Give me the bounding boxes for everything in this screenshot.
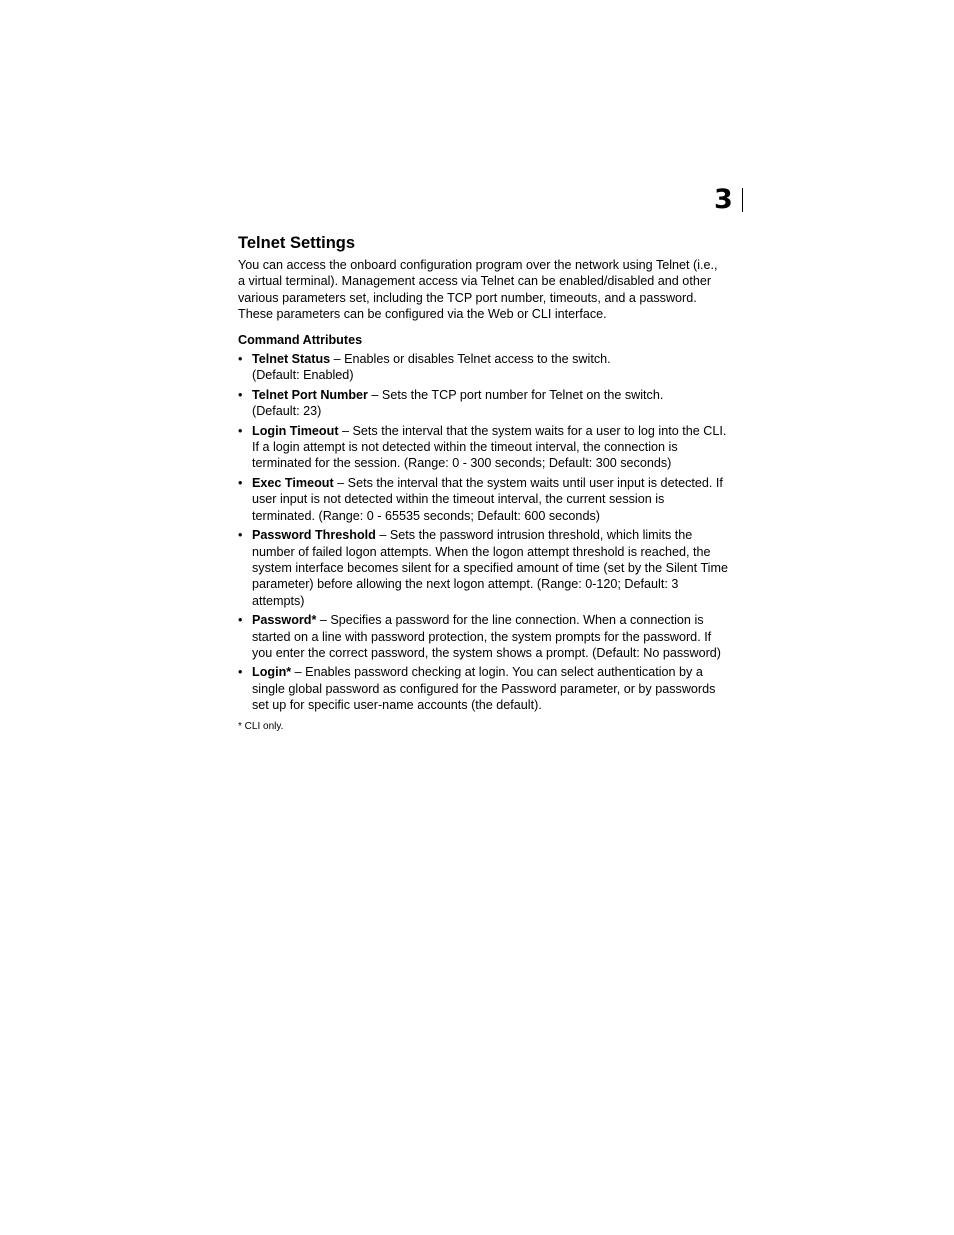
attribute-item-exec-timeout <box>238 475 728 524</box>
attribute-item-login-timeout <box>238 423 728 472</box>
bullet: • <box>238 528 243 543</box>
command-attributes-heading: Command Attributes <box>238 332 363 347</box>
attribute-term: Telnet Status <box>252 352 331 367</box>
bullet: • <box>238 352 243 367</box>
attribute-term: Login Timeout <box>252 423 339 438</box>
attribute-term: Telnet Port Number <box>252 387 368 402</box>
footnote: * CLI only. <box>238 720 284 732</box>
attribute-description: – Sets the interval that the system waits until user input is detected. If user input is not detected within the timeout interval, the current session is terminated. (Range: 0 - 65535 seconds; Default: 600 seconds) <box>252 475 723 523</box>
attribute-item-telnet-port-number <box>238 387 728 420</box>
bullet: • <box>238 613 243 628</box>
attribute-description: – Enables or disables Telnet access to the switch. <box>330 352 611 367</box>
section-intro: You can access the onboard configuration program over the network using Telnet (i.e., a virtual terminal). Management access via Telnet can be enabled/disabled and other various parameters set, including the TCP port number, timeouts, and a password. These parameters can be configured via the Web or CLI interface. <box>238 258 718 322</box>
section-title: Telnet Settings <box>238 234 356 252</box>
chapter-tab <box>714 184 743 215</box>
bullet: • <box>238 475 243 490</box>
attribute-default: (Default: Enabled) <box>252 368 354 383</box>
attribute-item-login <box>238 664 728 713</box>
attribute-item-password-threshold <box>238 527 728 609</box>
attribute-list <box>238 351 728 714</box>
attribute-description: – Enables password checking at login. You can select authentication by a single global password as configured for the Password parameter, or by passwords set up for specific user-name accounts (the default). <box>252 665 716 713</box>
attribute-description: – Sets the password intrusion threshold, which limits the number of failed logon attempts. When the logon attempt threshold is reached, the system interface becomes silent for a specified amount of time (set by the Silent Time parameter) before allowing the next logon attempt. (Range: 0-120; Default: 3 attempts) <box>252 528 728 608</box>
bullet: • <box>238 665 243 680</box>
attribute-description: – Sets the interval that the system waits for a user to log into the CLI. If a login attempt is not detected within the timeout interval, the connection is terminated for the session. (Range: 0 - 300 seconds; Default: 300 seconds) <box>252 423 727 471</box>
attribute-default: (Default: 23) <box>252 404 322 419</box>
bullet: • <box>238 387 243 402</box>
attribute-item-password <box>238 612 728 661</box>
attribute-term: Password Threshold <box>252 528 376 543</box>
attribute-description: – Sets the TCP port number for Telnet on the switch. <box>367 387 664 402</box>
chapter-number: 3 <box>714 184 733 215</box>
bullet: • <box>238 423 243 438</box>
attribute-term: Password* <box>252 613 317 628</box>
section-content <box>238 232 728 733</box>
attribute-description: – Specifies a password for the line connection. When a connection is started on a line with password protection, the system prompts for the password. If you enter the correct password, the system shows a prompt. (Default: No password) <box>252 613 721 660</box>
attribute-term: Exec Timeout <box>252 475 334 490</box>
attribute-term: Login* <box>252 665 292 680</box>
attribute-item-telnet-status <box>238 351 728 384</box>
